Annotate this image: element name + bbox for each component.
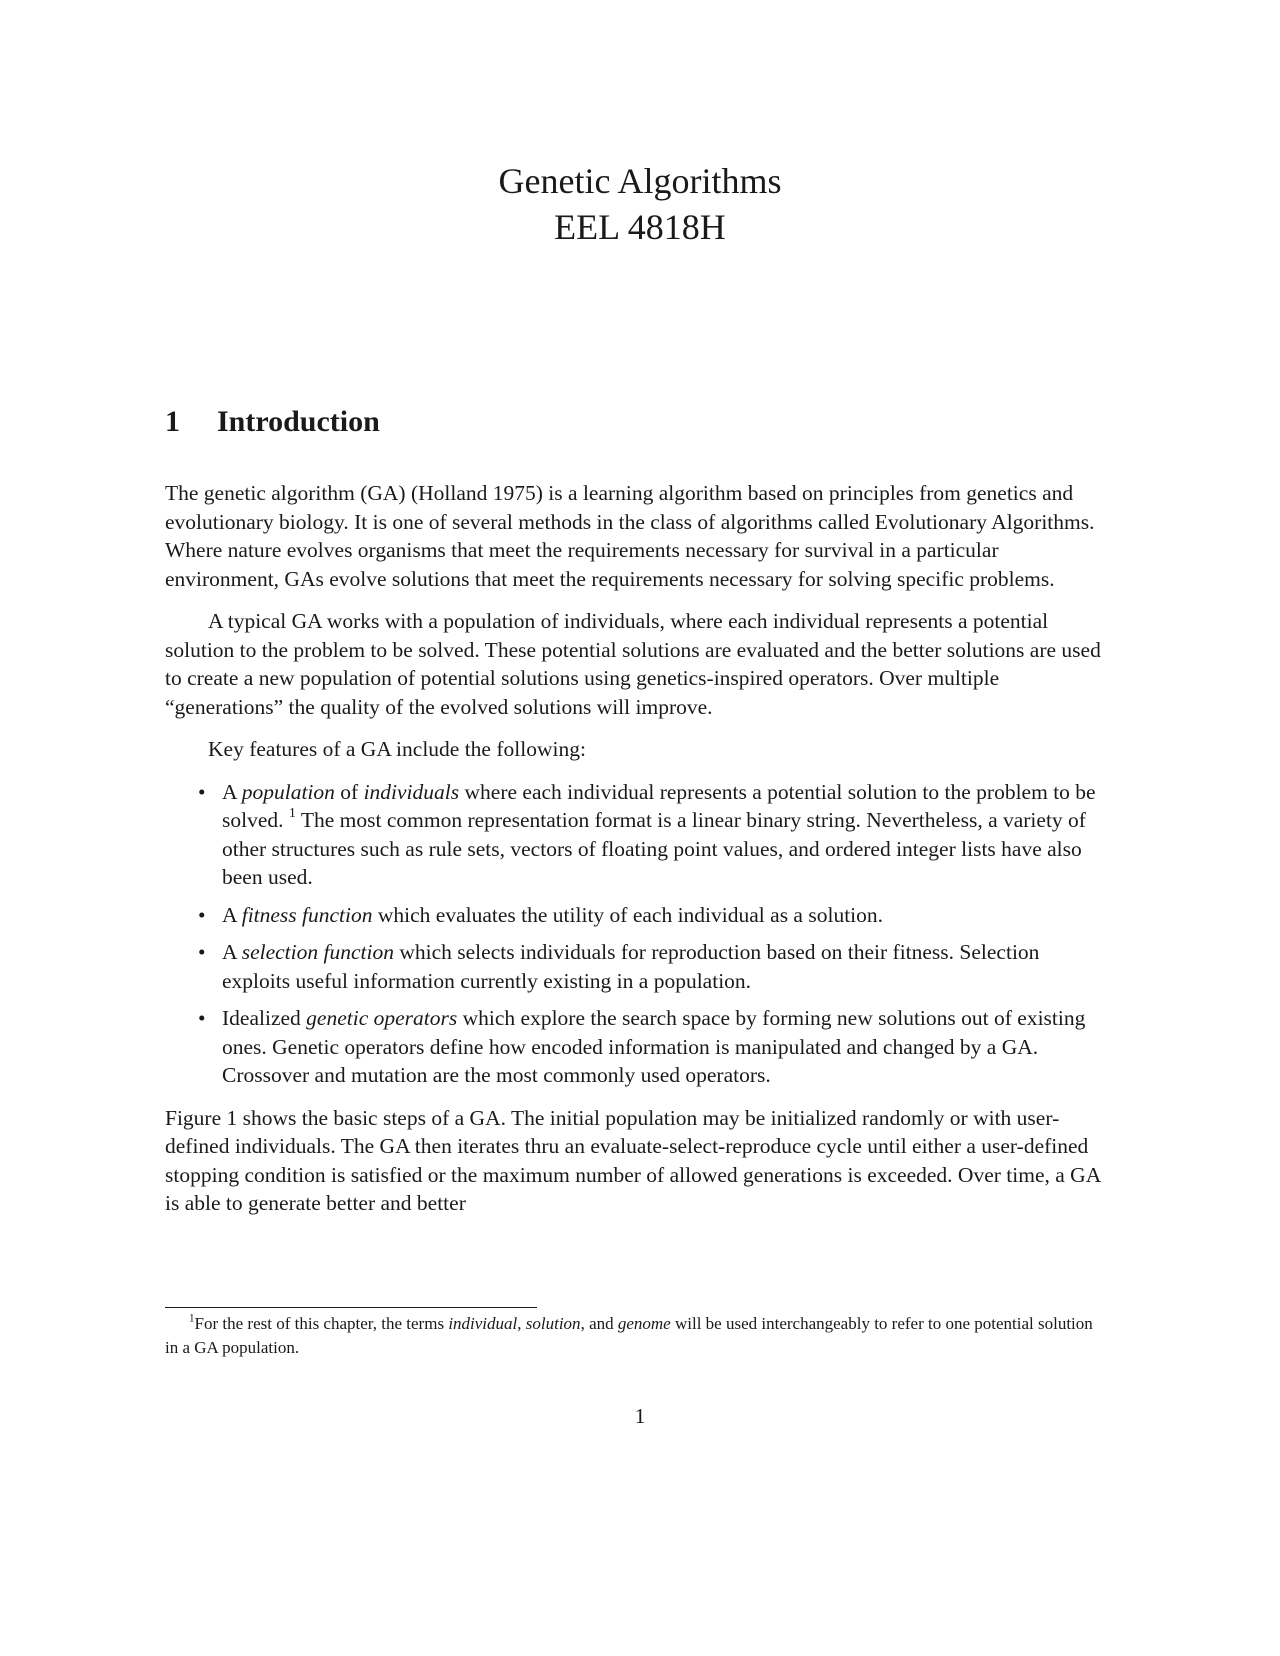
emphasis-term: population	[241, 779, 335, 804]
list-item-text: which selects individuals for reproduction based on their fitness. Selection exploits useful information currently existing in a population.	[222, 940, 1040, 993]
list-item	[198, 778, 1110, 892]
emphasis-term: solution	[525, 1314, 581, 1333]
paragraph-1: The genetic algorithm (GA) (Holland 1975) is a learning algorithm based on principles from genetics and evolutionary biology. It is one of several methods in the class of algorithms called Evolutionary Algorithms. Where nature evolves organisms that meet the requirements necessary for survival in a particular environment, GAs evolve solutions that meet the requirements necessary for solving specific problems.	[165, 481, 1095, 591]
footnote	[165, 1312, 1110, 1360]
section-heading	[165, 404, 380, 440]
emphasis-term: individuals	[363, 779, 460, 804]
emphasis-term: genetic operators	[306, 1006, 458, 1030]
footnote-reference[interactable]: 1	[288, 806, 296, 822]
section-number: 1	[165, 405, 180, 438]
page-number: 1	[634, 1404, 646, 1428]
bullet-icon: •	[198, 902, 206, 927]
list-item-text: which evaluates the utility of each individual as a solution.	[372, 902, 884, 927]
emphasis-term: selection function	[241, 940, 394, 964]
title-line-1: Genetic Algorithms	[498, 161, 782, 201]
list-item-text: of	[334, 779, 364, 804]
list-item-text: which explore the search space by forming new solutions out of existing ones. Genetic operators define how encoded information is manipulated and changed by a GA. Crossover and mutation are the most commonly used operators.	[222, 1006, 1086, 1087]
list-item	[198, 938, 1110, 995]
footnote-text-part: For the rest of this chapter, the terms	[194, 1314, 449, 1333]
bullet-icon: •	[198, 940, 206, 964]
list-item-text: A	[222, 902, 242, 927]
footnote-text	[165, 1312, 1110, 1360]
paragraph-2: A typical GA works with a population of individuals, where each individual represents a potential solution to the problem to be solved. These potential solutions are evaluated and the better solutions are used to create a new population of potential solutions using genetics-inspired operators. Over multiple “generations” the quality of the evolved solutions will improve.	[165, 609, 1101, 719]
footnote-mark: 1	[189, 1312, 195, 1325]
footnote-text-part: ,	[517, 1314, 526, 1333]
section-title: Introduction	[217, 405, 380, 438]
footnote-divider	[165, 1307, 537, 1308]
list-item-text: Idealized	[222, 1006, 307, 1030]
feature-list	[165, 778, 1110, 1090]
emphasis-term: fitness function	[241, 902, 373, 927]
list-item	[198, 1004, 1110, 1090]
list-item	[198, 901, 1110, 930]
list-item-text: A	[222, 779, 242, 804]
list-item-text: where each individual represents a potential solution to the problem to be solved.	[222, 779, 1096, 832]
list-item-text: A	[222, 940, 242, 964]
footnote-text-part: will be used interchangeably to refer to one potential solution in a GA population.	[165, 1314, 1093, 1357]
paragraph-4: Figure 1 shows the basic steps of a GA. The initial population may be initialized randomly or with user-defined individuals. The GA then iterates thru an evaluate-select-reproduce cycle until either a user-defined stopping condition is satisfied or the maximum number of allowed generations is exceeded. Over time, a GA is able to generate better and better	[165, 1105, 1101, 1215]
title-line-2: EEL 4818H	[554, 207, 726, 247]
bullet-icon: •	[198, 1006, 206, 1030]
list-item-text: The most common representation format is a linear binary string. Nevertheless, a variety of other structures such as rule sets, vectors of floating point values, and ordered integer lists have also been used.	[222, 808, 1086, 889]
emphasis-term: genome	[617, 1314, 671, 1333]
document-title	[0, 158, 1280, 250]
bullet-icon: •	[198, 779, 206, 804]
paragraph-3: Key features of a GA include the following:	[208, 737, 586, 761]
footnote-text-part: , and	[580, 1314, 618, 1333]
body-text	[165, 479, 1110, 1232]
emphasis-term: individual	[448, 1314, 518, 1333]
